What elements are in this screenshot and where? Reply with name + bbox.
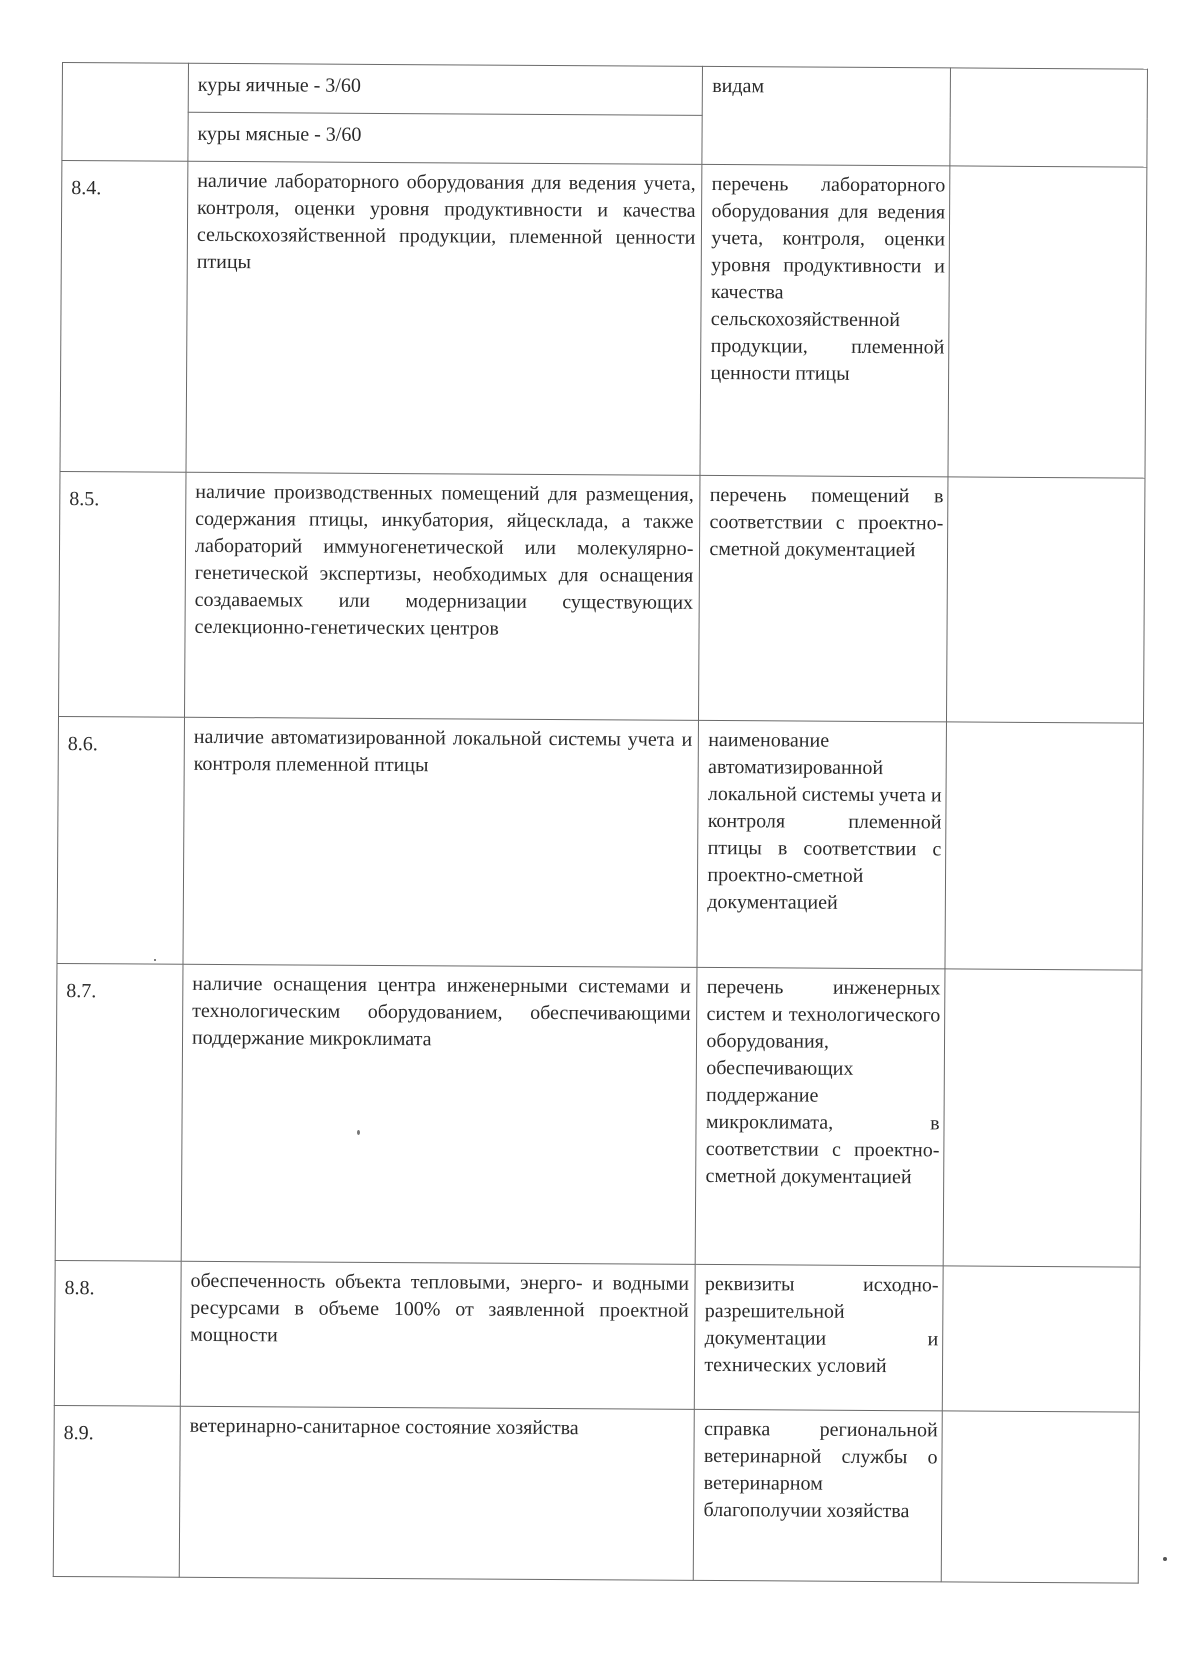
row-number-cell: 8.6. [57, 716, 184, 964]
document-cell: перечень инженерных систем и технологического оборудования, обеспечивающих поддержание микроклимата, в соответствии с проектно-сметной документацией [696, 967, 945, 1266]
table-row [53, 1405, 1139, 1583]
criterion-cell: наличие автоматизированной локальной системы учета и контроля племенной птицы [183, 717, 699, 967]
document-cell: перечень лабораторного оборудования для ведения учета, контроля, оценки уровня продуктивности и качества сельскохозяйственной продукции, племенной ценности птицы [700, 164, 950, 477]
criterion-cell: наличие производственных помещений для размещения, содержания птицы, инкубатория, яйцесклада, а также лабораторий иммуногенетической или молекулярно-генетической экспертизы, необходимых для оснащения создаваемых или модернизации существующих селекционно-генетических центров [184, 472, 700, 720]
empty-cell [948, 166, 1147, 478]
document-cell: справка региональной ветеринарной службы о ветеринарном благополучии хозяйства [694, 1409, 943, 1582]
requirements-table [53, 62, 1148, 1584]
document-cell: наименование автоматизированной локальной системы учета и контроля племенной птицы в соответствии с проектно-сметной документацией [697, 720, 946, 969]
table-row [59, 471, 1145, 723]
criterion-cell: куры мясные - 3/60 [188, 112, 703, 164]
table-row [62, 63, 1147, 119]
row-number-cell: 8.5. [59, 471, 186, 717]
criterion-cell: обеспеченность объекта тепловыми, энерго- и водными ресурсами в объеме 100% от заявленной проектной мощности [180, 1261, 695, 1409]
empty-cell [941, 1411, 1139, 1583]
empty-cell [945, 722, 1143, 970]
empty-cell [947, 477, 1145, 723]
scan-speck [357, 1130, 360, 1135]
empty-cell [942, 1266, 1140, 1412]
criterion-cell: наличие оснащения центра инженерными системами и технологическим оборудованием, обеспечивающими поддержание микроклимата [181, 964, 697, 1264]
criterion-cell: куры яичные - 3/60 [188, 63, 703, 115]
document-cell: реквизиты исходно-разрешительной документации и технических условий [695, 1264, 944, 1411]
document-cell: видам [702, 66, 950, 166]
row-number-cell: 8.8. [54, 1260, 181, 1406]
table-row [55, 963, 1142, 1267]
row-number-cell: 8.9. [53, 1405, 180, 1577]
empty-cell [950, 68, 1148, 167]
document-cell: перечень помещений в соответствии с проектно-сметной документацией [699, 475, 948, 722]
row-number-cell [62, 63, 189, 162]
criterion-cell: наличие лабораторного оборудования для ведения учета, контроля, оценки уровня продуктивности и качества сельскохозяйственной продукции, племенной ценности птицы [186, 161, 702, 475]
scan-speck [1163, 1557, 1167, 1561]
empty-cell [943, 969, 1142, 1267]
table-row [54, 1260, 1140, 1412]
criterion-cell: ветеринарно-санитарное состояние хозяйства [179, 1406, 694, 1580]
scan-speck [154, 959, 156, 961]
table-row [60, 161, 1147, 479]
table-row [57, 716, 1143, 970]
row-number-cell: 8.4. [60, 161, 188, 473]
row-number-cell: 8.7. [55, 963, 183, 1261]
